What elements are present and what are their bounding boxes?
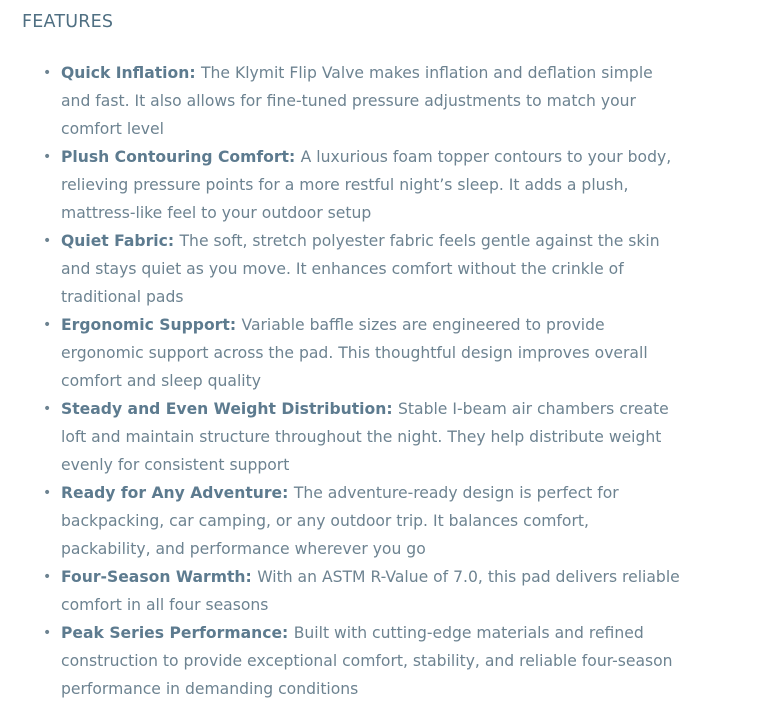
feature-title: Quick Inflation: (61, 64, 202, 82)
bullet-icon: • (43, 233, 52, 249)
feature-title: Steady and Even Weight Distribution: (61, 400, 398, 418)
features-heading: FEATURES (22, 12, 114, 32)
bullet-icon: • (43, 625, 52, 641)
feature-description: With an ASTM R-Value of 7.0, this pad delivers reliable comfort in all four seasons (61, 568, 680, 614)
feature-description: A luxurious foam topper contours to your body, relieving pressure points for a more restful night’s sleep. It adds a plush, mattress-like feel to your outdoor setup (61, 148, 672, 222)
features-list (22, 59, 783, 703)
feature-description: Built with cutting-edge materials and refined construction to provide exceptional comfort, stability, and reliable four-season performance in demanding conditions (61, 624, 673, 698)
feature-item (22, 395, 682, 479)
bullet-icon: • (43, 569, 52, 585)
feature-title: Quiet Fabric: (61, 232, 180, 250)
bullet-icon: • (43, 401, 52, 417)
bullet-icon: • (43, 65, 52, 81)
feature-title: Peak Series Performance: (61, 624, 294, 642)
feature-item (22, 311, 682, 395)
feature-item (22, 59, 682, 143)
bullet-icon: • (43, 485, 52, 501)
feature-item (22, 619, 682, 703)
feature-description: Stable I-beam air chambers create loft and maintain structure throughout the night. They help distribute weight evenly for consistent support (61, 400, 669, 474)
feature-item (22, 563, 682, 619)
feature-item (22, 227, 682, 311)
feature-title: Ready for Any Adventure: (61, 484, 294, 502)
feature-description: The soft, stretch polyester fabric feels gentle against the skin and stays quiet as you move. It enhances comfort without the crinkle of traditional pads (61, 232, 660, 306)
bullet-icon: • (43, 317, 52, 333)
feature-title: Plush Contouring Comfort: (61, 148, 301, 166)
feature-item (22, 143, 682, 227)
bullet-icon: • (43, 149, 52, 165)
feature-item (22, 479, 682, 563)
feature-description: The adventure-ready design is perfect for backpacking, car camping, or any outdoor trip. It balances comfort, packability, and performance wherever you go (61, 484, 619, 558)
feature-title: Four-Season Warmth: (61, 568, 258, 586)
feature-description: The Klymit Flip Valve makes inflation and deflation simple and fast. It also allows for fine-tuned pressure adjustments to match your comfort level (61, 64, 653, 138)
feature-description: Variable baffle sizes are engineered to provide ergonomic support across the pad. This thoughtful design improves overall comfort and sleep quality (61, 316, 648, 390)
feature-title: Ergonomic Support: (61, 316, 242, 334)
